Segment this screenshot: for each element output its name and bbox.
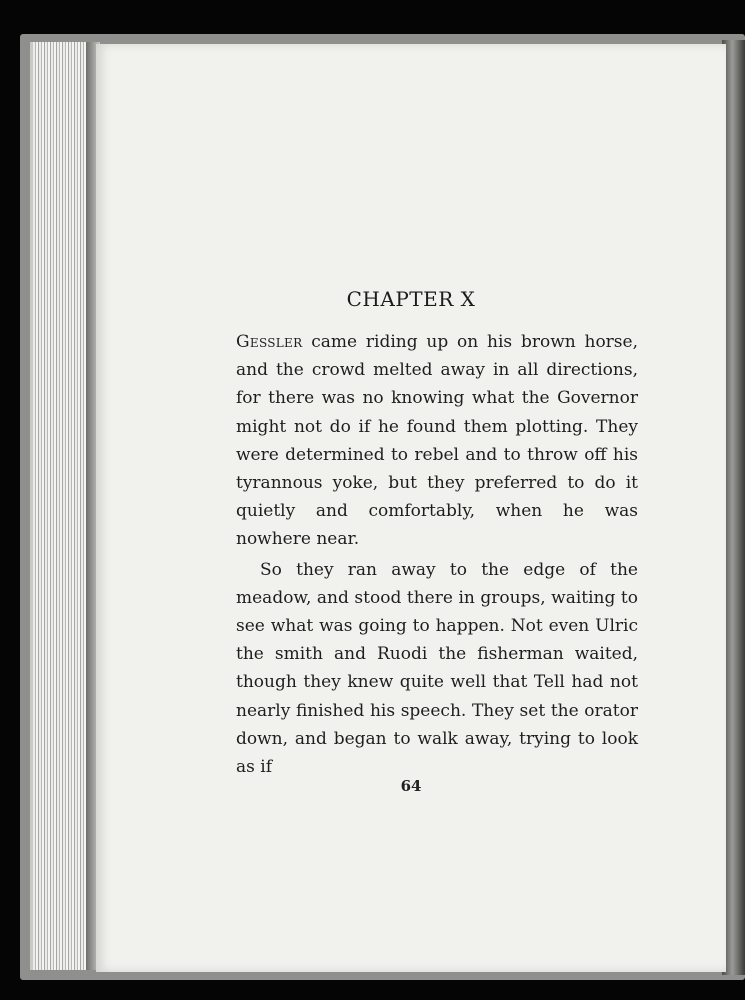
page-number: 64: [400, 777, 422, 795]
paragraph-1: [236, 328, 638, 554]
paragraph-lead-word: Gessler: [236, 332, 303, 352]
paragraph-2: So they ran away to the edge of the meadow, and stood there in groups, waiting to see what was going to happen. Not even Ulric the smith and Ruodi the fisherman waited, though they knew quite well that Tell had not nearly finished his speech. They set the orator down, and began to walk away, trying to look as if: [236, 559, 638, 778]
book-page: [96, 44, 726, 972]
chapter-title: CHAPTER X: [346, 287, 476, 311]
body-text: [236, 328, 638, 781]
paragraph-1-text: came riding up on his brown horse, and the crowd melted away in all directions, for there was no knowing what the Governor might not do if he found them plotting. They were determined to rebel and to throw off his tyrannous yoke, but they preferred to do it quietly and comfortably, when he was nowhere near.: [236, 332, 638, 550]
